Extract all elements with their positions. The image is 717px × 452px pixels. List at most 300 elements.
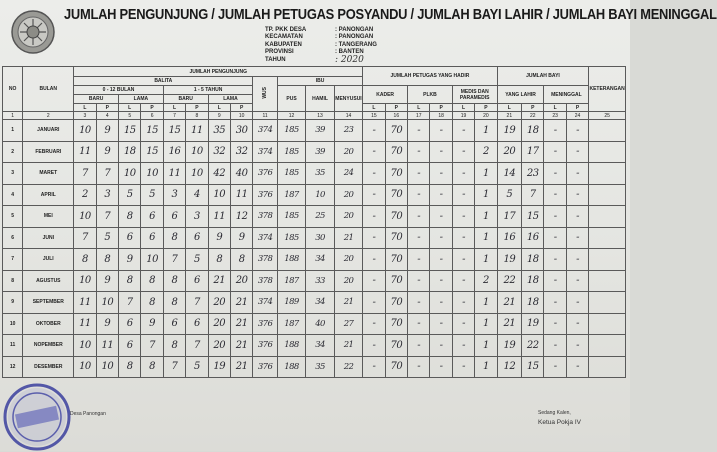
- data-cell: 70: [385, 227, 407, 249]
- row-month: FEBRUARI: [23, 141, 74, 163]
- data-cell: 24: [334, 163, 363, 185]
- table-row: [3, 292, 626, 314]
- data-cell: 30: [230, 120, 252, 142]
- table-row: [3, 163, 626, 185]
- data-cell: -: [566, 249, 588, 271]
- data-cell: -: [430, 206, 452, 228]
- data-cell: 20: [208, 313, 230, 335]
- data-cell: 7: [119, 292, 141, 314]
- data-cell: 70: [385, 163, 407, 185]
- meta-label: PROVINSI: [265, 49, 294, 56]
- data-cell: 10: [96, 356, 118, 378]
- column-number: 22: [522, 112, 544, 120]
- data-cell: 18: [119, 141, 141, 163]
- header-wus-label: WUS: [262, 87, 269, 99]
- data-cell: 8: [163, 335, 185, 357]
- data-cell: 15: [141, 141, 163, 163]
- data-cell: 7: [163, 356, 185, 378]
- data-cell: 20: [230, 270, 252, 292]
- data-cell: 8: [163, 270, 185, 292]
- data-cell: [589, 270, 626, 292]
- column-number: 19: [452, 112, 474, 120]
- column-number: 17: [408, 112, 430, 120]
- meta-label: TP. PKK DESA: [265, 27, 307, 33]
- data-cell: 18: [522, 292, 544, 314]
- data-cell: -: [544, 313, 566, 335]
- data-cell: 2: [475, 141, 497, 163]
- data-cell: 185: [277, 227, 305, 249]
- data-cell: 15: [119, 120, 141, 142]
- data-cell: 188: [277, 249, 305, 271]
- header-pus: PUS: [277, 86, 305, 112]
- data-cell: 378: [253, 249, 277, 271]
- data-cell: 3: [163, 184, 185, 206]
- data-cell: -: [452, 141, 474, 163]
- meta-label: KECAMATAN: [265, 34, 303, 41]
- data-cell: 7: [96, 163, 118, 185]
- data-cell: 70: [385, 249, 407, 271]
- data-cell: 34: [306, 249, 334, 271]
- data-cell: 9: [141, 313, 163, 335]
- data-cell: -: [544, 184, 566, 206]
- data-cell: 9: [96, 313, 118, 335]
- meta-value: : TANGERANG: [335, 41, 377, 48]
- data-cell: 70: [385, 313, 407, 335]
- data-cell: 6: [119, 313, 141, 335]
- row-number: 1: [3, 120, 23, 142]
- table-row: [3, 335, 626, 357]
- data-cell: 8: [74, 249, 96, 271]
- data-cell: 10: [96, 292, 118, 314]
- data-table: [2, 66, 626, 378]
- data-cell: 7: [163, 249, 185, 271]
- data-cell: 8: [230, 249, 252, 271]
- data-cell: -: [430, 141, 452, 163]
- data-cell: 16: [497, 227, 521, 249]
- data-cell: 1: [475, 206, 497, 228]
- row-number: 8: [3, 270, 23, 292]
- data-cell: -: [544, 120, 566, 142]
- data-cell: 16: [163, 141, 185, 163]
- data-cell: -: [363, 356, 385, 378]
- data-cell: 20: [334, 141, 363, 163]
- data-cell: 5: [96, 227, 118, 249]
- table-row: [3, 227, 626, 249]
- data-cell: 20: [208, 335, 230, 357]
- header-lama: LAMA: [119, 95, 164, 104]
- data-cell: 11: [74, 313, 96, 335]
- data-cell: 33: [306, 270, 334, 292]
- header-p: P: [566, 104, 588, 112]
- column-number: 14: [334, 112, 363, 120]
- data-cell: -: [430, 292, 452, 314]
- column-number: 2: [23, 112, 74, 120]
- header-kader: KADER: [363, 86, 408, 104]
- data-cell: 19: [497, 120, 521, 142]
- data-cell: 22: [334, 356, 363, 378]
- data-cell: 17: [522, 141, 544, 163]
- data-cell: 7: [74, 227, 96, 249]
- data-cell: 5: [497, 184, 521, 206]
- data-cell: -: [566, 356, 588, 378]
- data-cell: 39: [306, 141, 334, 163]
- data-cell: -: [363, 335, 385, 357]
- data-cell: 22: [522, 335, 544, 357]
- header-menyusui: MENYUSUI: [334, 86, 363, 112]
- column-number: 7: [163, 112, 185, 120]
- header-p: P: [522, 104, 544, 112]
- data-cell: 42: [208, 163, 230, 185]
- column-number: 8: [186, 112, 208, 120]
- data-cell: -: [544, 356, 566, 378]
- row-month: JUNI: [23, 227, 74, 249]
- header-meninggal: MENINGGAL: [544, 86, 589, 104]
- data-cell: 21: [334, 292, 363, 314]
- data-cell: -: [363, 313, 385, 335]
- data-cell: 70: [385, 356, 407, 378]
- row-month: OKTOBER: [23, 313, 74, 335]
- data-cell: 70: [385, 184, 407, 206]
- table-row: [3, 206, 626, 228]
- data-cell: 1: [475, 292, 497, 314]
- data-cell: 18: [522, 249, 544, 271]
- column-number: 5: [119, 112, 141, 120]
- header-l: L: [163, 104, 185, 112]
- data-cell: -: [566, 141, 588, 163]
- row-number: 10: [3, 313, 23, 335]
- header-p: P: [385, 104, 407, 112]
- data-cell: 10: [306, 184, 334, 206]
- data-cell: 9: [230, 227, 252, 249]
- data-cell: -: [430, 313, 452, 335]
- data-cell: -: [430, 184, 452, 206]
- data-cell: -: [430, 120, 452, 142]
- data-cell: 20: [334, 270, 363, 292]
- meta-row: [265, 42, 455, 49]
- data-cell: 19: [522, 313, 544, 335]
- data-cell: -: [408, 120, 430, 142]
- data-cell: 15: [163, 120, 185, 142]
- data-cell: 32: [230, 141, 252, 163]
- page-title: JUMLAH PENGUNJUNG / JUMLAH PETUGAS POSYANDU / JUMLAH BAYI LAHIR / JUMLAH BAYI MENINGGAL: [64, 6, 717, 23]
- data-cell: 189: [277, 292, 305, 314]
- data-cell: 8: [141, 270, 163, 292]
- data-cell: 18: [522, 120, 544, 142]
- data-cell: 35: [208, 120, 230, 142]
- data-cell: 70: [385, 335, 407, 357]
- data-cell: 376: [253, 163, 277, 185]
- table-row: [3, 356, 626, 378]
- column-number: 23: [544, 112, 566, 120]
- data-cell: 21: [497, 313, 521, 335]
- header-petugas: JUMLAH PETUGAS YANG HADIR: [363, 67, 497, 86]
- data-cell: 70: [385, 120, 407, 142]
- data-cell: -: [363, 206, 385, 228]
- data-cell: 378: [253, 206, 277, 228]
- header-l: L: [208, 104, 230, 112]
- row-month: MEI: [23, 206, 74, 228]
- data-cell: 7: [74, 163, 96, 185]
- data-cell: 7: [186, 292, 208, 314]
- meta-row: [265, 27, 455, 34]
- column-number: 16: [385, 112, 407, 120]
- data-cell: 7: [141, 335, 163, 357]
- data-cell: 5: [141, 184, 163, 206]
- data-cell: 5: [186, 356, 208, 378]
- data-cell: 6: [186, 313, 208, 335]
- data-cell: -: [566, 163, 588, 185]
- data-cell: 19: [497, 249, 521, 271]
- data-cell: -: [408, 206, 430, 228]
- data-cell: 25: [306, 206, 334, 228]
- column-number: 12: [277, 112, 305, 120]
- data-cell: 5: [119, 184, 141, 206]
- data-cell: 376: [253, 356, 277, 378]
- data-cell: 16: [522, 227, 544, 249]
- data-cell: 35: [306, 163, 334, 185]
- data-cell: -: [566, 335, 588, 357]
- stamp-seal-icon: [2, 382, 72, 452]
- column-number: 20: [475, 112, 497, 120]
- data-cell: -: [452, 249, 474, 271]
- data-cell: 378: [253, 270, 277, 292]
- data-cell: 15: [522, 356, 544, 378]
- row-month: SEPTEMBER: [23, 292, 74, 314]
- column-number: 25: [589, 112, 626, 120]
- data-cell: 1: [475, 249, 497, 271]
- row-number: 11: [3, 335, 23, 357]
- data-cell: -: [363, 227, 385, 249]
- data-cell: 19: [497, 335, 521, 357]
- data-cell: [589, 120, 626, 142]
- data-cell: 376: [253, 184, 277, 206]
- data-cell: -: [363, 270, 385, 292]
- meta-label: KABUPATEN: [265, 41, 302, 48]
- data-cell: 10: [74, 356, 96, 378]
- data-cell: 2: [475, 270, 497, 292]
- data-cell: -: [566, 313, 588, 335]
- header-baru: BARU: [74, 95, 119, 104]
- header-l: L: [408, 104, 430, 112]
- data-cell: 8: [208, 249, 230, 271]
- data-cell: 8: [141, 292, 163, 314]
- header-p: P: [430, 104, 452, 112]
- column-number: 15: [363, 112, 385, 120]
- table-row: [3, 313, 626, 335]
- data-cell: -: [408, 184, 430, 206]
- data-cell: -: [544, 163, 566, 185]
- data-cell: -: [544, 270, 566, 292]
- data-cell: 2: [74, 184, 96, 206]
- row-month: APRIL: [23, 184, 74, 206]
- row-number: 3: [3, 163, 23, 185]
- header-l: L: [497, 104, 521, 112]
- data-cell: -: [544, 206, 566, 228]
- header-p: P: [475, 104, 497, 112]
- data-cell: 21: [497, 292, 521, 314]
- meta-row: [265, 34, 455, 41]
- data-cell: -: [408, 335, 430, 357]
- data-cell: -: [408, 292, 430, 314]
- footer-place: Sedang Kalen,: [538, 410, 571, 416]
- data-cell: 39: [306, 120, 334, 142]
- meta-value: : BANTEN: [335, 49, 364, 56]
- data-cell: -: [430, 227, 452, 249]
- header-lahir: YANG LAHIR: [497, 86, 544, 104]
- header-l: L: [119, 104, 141, 112]
- data-cell: 11: [186, 120, 208, 142]
- data-cell: 5: [186, 249, 208, 271]
- data-cell: 187: [277, 184, 305, 206]
- header-medis: MEDIS DAN PARAMEDIS: [452, 86, 497, 104]
- table-row: [3, 270, 626, 292]
- data-cell: 6: [163, 206, 185, 228]
- data-cell: 10: [74, 270, 96, 292]
- data-cell: 14: [497, 163, 521, 185]
- row-month: AGUSTUS: [23, 270, 74, 292]
- column-number: 4: [96, 112, 118, 120]
- data-cell: 187: [277, 313, 305, 335]
- data-cell: 3: [186, 206, 208, 228]
- header-wus: [253, 77, 277, 112]
- row-number: 9: [3, 292, 23, 314]
- row-month: DESEMBER: [23, 356, 74, 378]
- data-cell: 27: [334, 313, 363, 335]
- column-number: 11: [253, 112, 277, 120]
- data-cell: -: [363, 249, 385, 271]
- data-cell: 9: [119, 249, 141, 271]
- data-cell: -: [408, 313, 430, 335]
- data-cell: 8: [119, 270, 141, 292]
- data-cell: 188: [277, 356, 305, 378]
- data-cell: 9: [96, 141, 118, 163]
- data-cell: 6: [186, 227, 208, 249]
- data-cell: -: [566, 292, 588, 314]
- data-cell: 185: [277, 163, 305, 185]
- row-number: 2: [3, 141, 23, 163]
- data-cell: 6: [141, 227, 163, 249]
- data-cell: 15: [522, 206, 544, 228]
- data-cell: 40: [230, 163, 252, 185]
- row-number: 12: [3, 356, 23, 378]
- row-number: 6: [3, 227, 23, 249]
- table-row: [3, 120, 626, 142]
- header-bulan: BULAN: [23, 67, 74, 112]
- data-cell: 23: [334, 120, 363, 142]
- data-cell: -: [430, 335, 452, 357]
- data-cell: 11: [230, 184, 252, 206]
- data-cell: -: [544, 335, 566, 357]
- data-cell: 1: [475, 313, 497, 335]
- header-keterangan: KETERANGAN: [589, 67, 626, 112]
- data-cell: 70: [385, 206, 407, 228]
- data-cell: 1: [475, 356, 497, 378]
- pkk-emblem-icon: [10, 9, 56, 55]
- data-cell: -: [452, 356, 474, 378]
- data-cell: -: [452, 270, 474, 292]
- data-cell: -: [452, 206, 474, 228]
- data-cell: -: [452, 120, 474, 142]
- data-cell: 17: [497, 206, 521, 228]
- data-cell: 35: [306, 356, 334, 378]
- data-cell: 20: [334, 249, 363, 271]
- data-cell: 6: [119, 227, 141, 249]
- header-p: P: [96, 104, 118, 112]
- data-cell: -: [452, 163, 474, 185]
- header-p: P: [141, 104, 163, 112]
- data-cell: 10: [74, 335, 96, 357]
- row-month: JANUARI: [23, 120, 74, 142]
- table-row: [3, 141, 626, 163]
- data-cell: 374: [253, 227, 277, 249]
- data-cell: [589, 292, 626, 314]
- row-number: 7: [3, 249, 23, 271]
- column-number: 10: [230, 112, 252, 120]
- meta-block: [265, 27, 455, 64]
- data-cell: -: [363, 184, 385, 206]
- data-cell: -: [566, 270, 588, 292]
- header-age-1-5: 1 - 5 TAHUN: [163, 86, 253, 95]
- data-cell: -: [430, 270, 452, 292]
- header-balita: BALITA: [74, 77, 253, 86]
- data-cell: 374: [253, 141, 277, 163]
- data-cell: 11: [163, 163, 185, 185]
- data-cell: 18: [522, 270, 544, 292]
- header-l: L: [74, 104, 96, 112]
- header-l: L: [452, 104, 474, 112]
- data-cell: 374: [253, 120, 277, 142]
- header-plkb: PLKB: [408, 86, 453, 104]
- data-cell: 10: [186, 163, 208, 185]
- data-cell: 32: [208, 141, 230, 163]
- header-hamil: HAMIL: [306, 86, 334, 112]
- data-cell: 9: [96, 270, 118, 292]
- column-number: 13: [306, 112, 334, 120]
- data-cell: -: [544, 249, 566, 271]
- data-cell: 1: [475, 163, 497, 185]
- header-baru: BARU: [163, 95, 208, 104]
- data-cell: 4: [186, 184, 208, 206]
- data-cell: 6: [163, 313, 185, 335]
- data-cell: 11: [208, 206, 230, 228]
- data-cell: 1: [475, 335, 497, 357]
- data-cell: 9: [96, 120, 118, 142]
- data-cell: 374: [253, 292, 277, 314]
- data-cell: 21: [230, 356, 252, 378]
- footer-title: Ketua Pokja IV: [538, 419, 581, 426]
- data-cell: -: [408, 227, 430, 249]
- data-cell: -: [544, 292, 566, 314]
- data-cell: 376: [253, 335, 277, 357]
- data-cell: 10: [186, 141, 208, 163]
- data-cell: -: [363, 120, 385, 142]
- header-pengunjung: JUMLAH PENGUNJUNG: [74, 67, 363, 77]
- data-cell: 6: [119, 335, 141, 357]
- data-cell: 8: [141, 356, 163, 378]
- data-cell: 8: [163, 227, 185, 249]
- data-cell: -: [430, 163, 452, 185]
- footer-left: Desa Panongan: [70, 411, 106, 417]
- data-cell: 187: [277, 270, 305, 292]
- data-cell: [589, 335, 626, 357]
- data-cell: 376: [253, 313, 277, 335]
- data-cell: -: [430, 249, 452, 271]
- meta-value: : PANONGAN: [335, 34, 374, 41]
- row-number: 4: [3, 184, 23, 206]
- data-cell: 185: [277, 120, 305, 142]
- data-cell: 8: [163, 292, 185, 314]
- data-cell: 12: [497, 356, 521, 378]
